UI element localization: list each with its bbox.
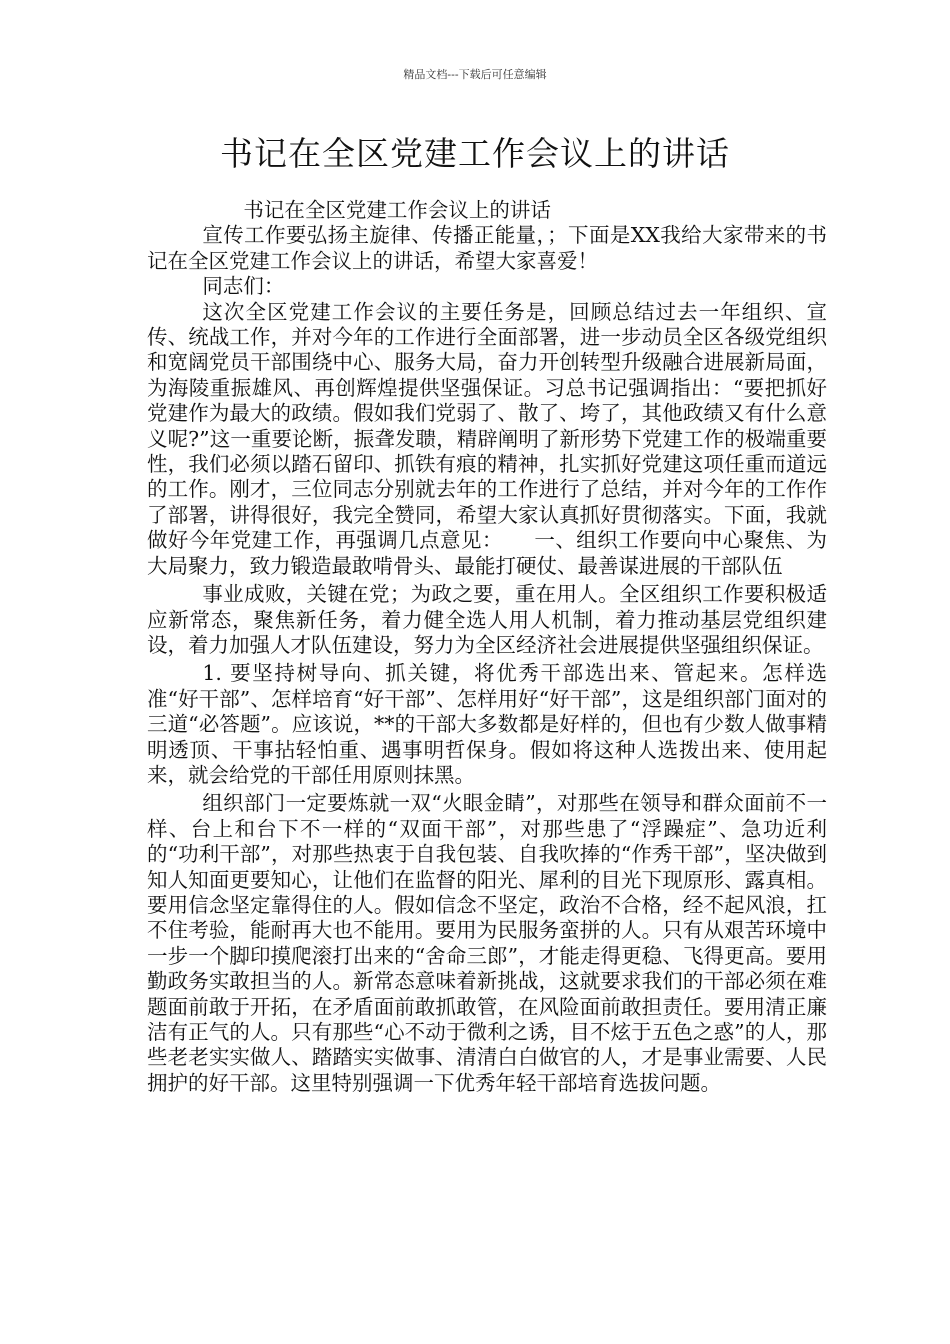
document-body [147, 198, 827, 1096]
body-paragraph: 这次全区党建工作会议的主要任务是，回顾总结过去一年组织、宣传、统战工作，并对今年的工作进行全面部署，进一步动员全区各级党组织和宽阔党员干部围绕中心、服务大局，奋力开创转型升级融合进展新局面，为海陵重振雄风、再创辉煌提供坚强保证。习总书记强调指出：“要把抓好党建作为最大的政绩。假如我们党弱了、散了、垮了，其他政绩又有什么意义呢?”这一重要论断，振聋发聩，精辟阐明了新形势下党建工作的极端重要性，我们必须以踏石留印、抓铁有痕的精神，扎实抓好党建这项任重而道远的工作。刚才，三位同志分别就去年的工作进行了总结，并对今年的工作作了部署，讲得很好，我完全赞同，希望大家认真抓好贯彻落实。下面，我就做好今年党建工作，再强调几点意见： 一、组织工作要向中心聚焦、为大局聚力，致力锻造最敢啃骨头、最能打硬仗、最善谋进展的干部队伍 [147, 299, 827, 578]
salutation: 同志们： [202, 274, 285, 299]
document-title: 书记在全区党建工作会议上的讲话 [220, 134, 730, 173]
body-paragraph: 1. 要坚持树导向、抓关键，将优秀干部选出来、管起来。怎样选准“好干部”、怎样培育“好干部”、怎样用好“好干部”，这是组织部门面对的三道“必答题”。应该说，**的干部大多数都是好样的，但也有少数人做事精明透顶、干事拈轻怕重、遇事明哲保身。假如将这种人选拨出来、使用起来，就会给党的干部任用原则抹黑。 [147, 661, 827, 787]
body-paragraph: 事业成败，关键在党；为政之要，重在用人。全区组织工作要积极适应新常态，聚焦新任务，着力健全选人用人机制，着力推动基层党组织建设，着力加强人才队伍建设，努力为全区经济社会进展提供坚强组织保证。 [147, 582, 827, 657]
intro-paragraph: 宣传工作要弘扬主旋律、传播正能量，；下面是XX我给大家带来的书记在全区党建工作会议上的讲话，希望大家喜爱！ [147, 223, 827, 273]
body-paragraph: 组织部门一定要炼就一双“火眼金睛”，对那些在领导和群众面前不一样、台上和台下不一样的“双面干部”，对那些患了“浮躁症”、急功近利的“功利干部”，对那些热衷于自我包装、自我吹捧的“作秀干部”，坚决做到知人知面更要知心，让他们在监督的阳光、犀利的目光下现原形、露真相。要用信念坚定靠得住的人。假如信念不坚定，政治不合格，经不起风浪，扛不住考验，能耐再大也不能用。要用为民服务蛮拼的人。只有从艰苦环境中一步一个脚印摸爬滚打出来的“舍命三郎”，才能走得更稳、飞得更高。要用勤政务实敢担当的人。新常态意味着新挑战，这就要求我们的干部必须在难题面前敢于开拓，在矛盾面前敢抓敢管，在风险面前敢担责任。要用清正廉洁有正气的人。只有那些“心不动于微利之诱，目不炫于五色之惑”的人，那些老老实实做人、踏踏实实做事、清清白白做官的人，才是事业需要、人民拥护的好干部。这里特别强调一下优秀年轻干部培育选拔问题。 [147, 791, 827, 1095]
speech-subtitle: 书记在全区党建工作会议上的讲话 [243, 198, 551, 222]
header-note: 精品文档---下载后可任意编辑 [403, 68, 547, 81]
